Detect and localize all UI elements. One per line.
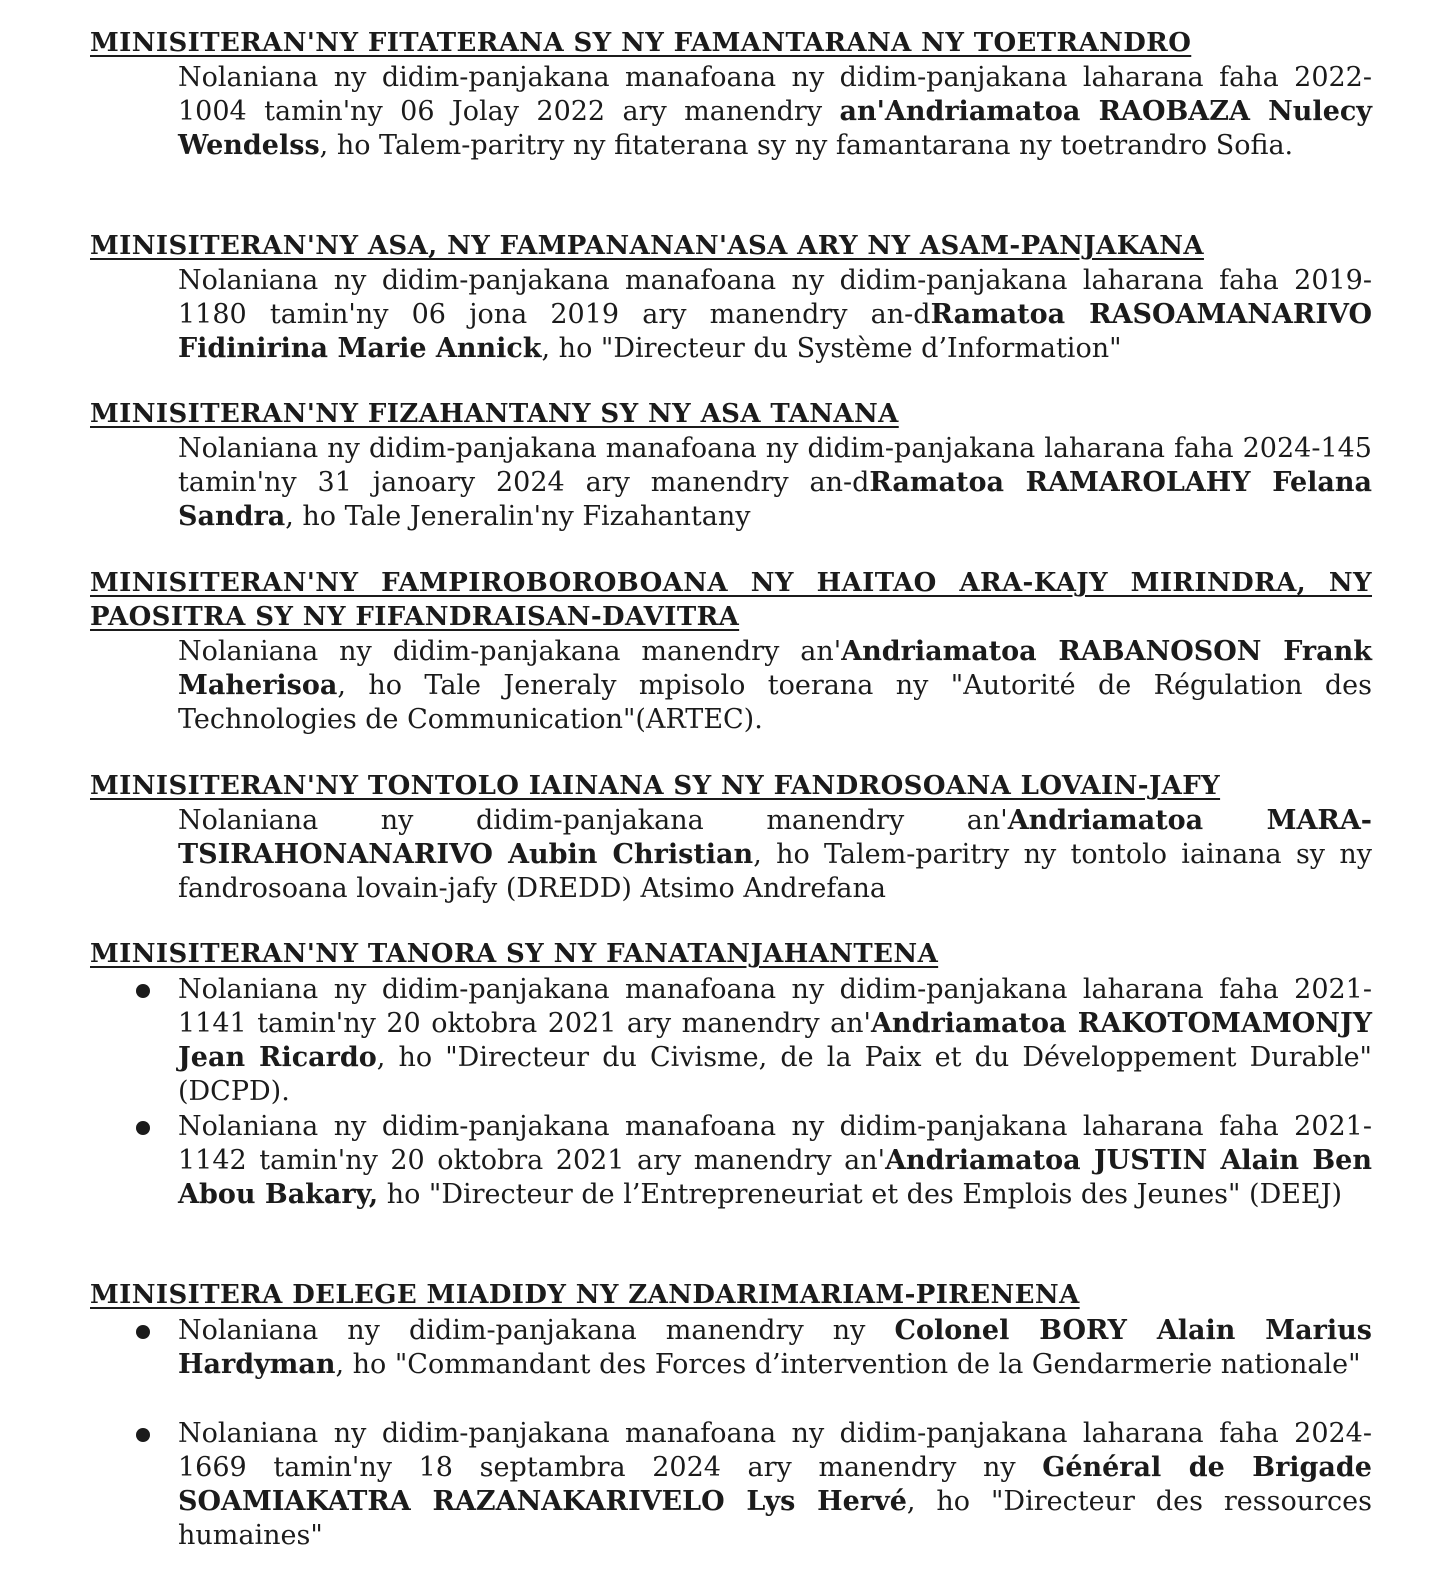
appointee-name: Andriamatoa MARA-TSIRAHONANARIVO Aubin Christian	[178, 805, 1372, 870]
paragraph-text: , ho "Commandant des Forces d’intervention de la Gendarmerie nationale"	[335, 1349, 1361, 1380]
decree-paragraph	[178, 804, 1372, 906]
decree-paragraph	[178, 1314, 1372, 1382]
paragraph-text: Nolaniana ny didim-panjakana manafoana ny didim-panjakana laharana faha 2021-1141 tamin'ny 20 oktobra 2021 ary manendry an'	[178, 974, 1372, 1039]
appointee-name: Andriamatoa RAKOTOMAMONJY Jean Ricardo	[178, 1008, 1373, 1073]
appointee-name: Andriamatoa JUSTIN Alain Ben Abou Bakary,	[178, 1145, 1372, 1210]
decree-paragraph	[178, 973, 1372, 1109]
paragraph-text: ho "Directeur de l’Entrepreneuriat et des Emplois des Jeunes" (DEEJ)	[378, 1179, 1342, 1210]
bullet-icon	[136, 1325, 150, 1339]
paragraph-text: , ho "Directeur des ressources humaines"	[178, 1486, 1372, 1551]
paragraph-text: , ho "Directeur du Civisme, de la Paix et du Développement Durable" (DCPD).	[178, 1042, 1372, 1107]
paragraph-text: Nolaniana ny didim-panjakana manafoana ny didim-panjakana laharana faha 2019-1180 tamin'ny 06 jona 2019 ary manendry an-d	[178, 265, 1372, 330]
paragraph-text: Nolaniana ny didim-panjakana manendry ny	[178, 1315, 895, 1346]
paragraph-text: Nolaniana ny didim-panjakana manafoana ny didim-panjakana laharana faha 2021-1142 tamin'ny 20 oktobra 2021 ary manendry an'	[178, 1111, 1372, 1176]
section-heading: MINISITERA DELEGE MIADIDY NY ZANDARIMARIAM-PIRENENA	[90, 1280, 1080, 1310]
section-heading: MINISITERAN'NY ASA, NY FAMPANANAN'ASA ARY NY ASAM-PANJAKANA	[90, 231, 1204, 261]
decree-paragraph	[178, 1110, 1372, 1212]
bullet-icon	[136, 1428, 150, 1442]
appointee-name: Colonel BORY Alain Marius Hardyman	[178, 1315, 1372, 1380]
appointee-name: Général de Brigade SOAMIAKATRA RAZANAKARIVELO Lys Hervé	[178, 1452, 1372, 1517]
paragraph-text: Nolaniana ny didim-panjakana manendry an'	[178, 636, 842, 667]
paragraph-text: Nolaniana ny didim-panjakana manendry an'	[178, 805, 1008, 836]
section-heading: MINISITERAN'NY FITATERANA SY NY FAMANTARANA NY TOETRANDRO	[90, 28, 1192, 58]
decree-paragraph	[178, 635, 1372, 737]
section-heading: MINISITERAN'NY FAMPIROBOROBOANA NY HAITAO ARA-KAJY MIRINDRA, NY PAOSITRA SY NY FIFANDRAISAN-DAVITRA	[90, 568, 1372, 632]
decree-paragraph	[178, 61, 1372, 163]
paragraph-text: Nolaniana ny didim-panjakana manafoana ny didim-panjakana laharana faha 2024-1669 tamin'ny 18 septambra 2024 ary manendry ny	[178, 1418, 1372, 1483]
appointee-name: Ramatoa RASOAMANARIVO Fidinirina Marie Annick	[178, 299, 1372, 364]
decree-paragraph	[178, 432, 1372, 534]
paragraph-text: Nolaniana ny didim-panjakana manafoana ny didim-panjakana laharana faha 2022-1004 tamin'ny 06 Jolay 2022 ary manendry	[178, 62, 1372, 127]
appointee-name: Andriamatoa RABANOSON Frank Maherisoa	[178, 636, 1372, 701]
section-heading: MINISITERAN'NY TANORA SY NY FANATANJAHANTENA	[90, 939, 939, 969]
decree-paragraph	[178, 1417, 1372, 1553]
bullet-icon	[136, 984, 150, 998]
appointee-name: an'Andriamatoa RAOBAZA Nulecy Wendelss	[178, 96, 1372, 161]
paragraph-text: , ho "Directeur du Système d’Information"	[541, 333, 1122, 364]
paragraph-text: , ho Talem-paritry ny fitaterana sy ny famantarana ny toetrandro Sofia.	[319, 130, 1294, 161]
paragraph-text: , ho Tale Jeneraly mpisolo toerana ny "Autorité de Régulation des Technologies de Communication"(ARTEC).	[178, 670, 1372, 735]
paragraph-text: , ho Talem-paritry ny tontolo iainana sy ny fandrosoana lovain-jafy (DREDD) Atsimo Andrefana	[178, 839, 1372, 904]
paragraph-text: , ho Tale Jeneralin'ny Fizahantany	[285, 501, 751, 532]
bullet-icon	[136, 1121, 150, 1135]
appointee-name: Ramatoa RAMAROLAHY Felana Sandra	[178, 467, 1372, 532]
paragraph-text: Nolaniana ny didim-panjakana manafoana ny didim-panjakana laharana faha 2024-145 tamin'ny 31 janoary 2024 ary manendry an-d	[178, 433, 1372, 498]
section-heading: MINISITERAN'NY TONTOLO IAINANA SY NY FANDROSOANA LOVAIN-JAFY	[90, 771, 1221, 801]
section-heading: MINISITERAN'NY FIZAHANTANY SY NY ASA TANANA	[90, 399, 899, 429]
decree-paragraph	[178, 264, 1372, 366]
